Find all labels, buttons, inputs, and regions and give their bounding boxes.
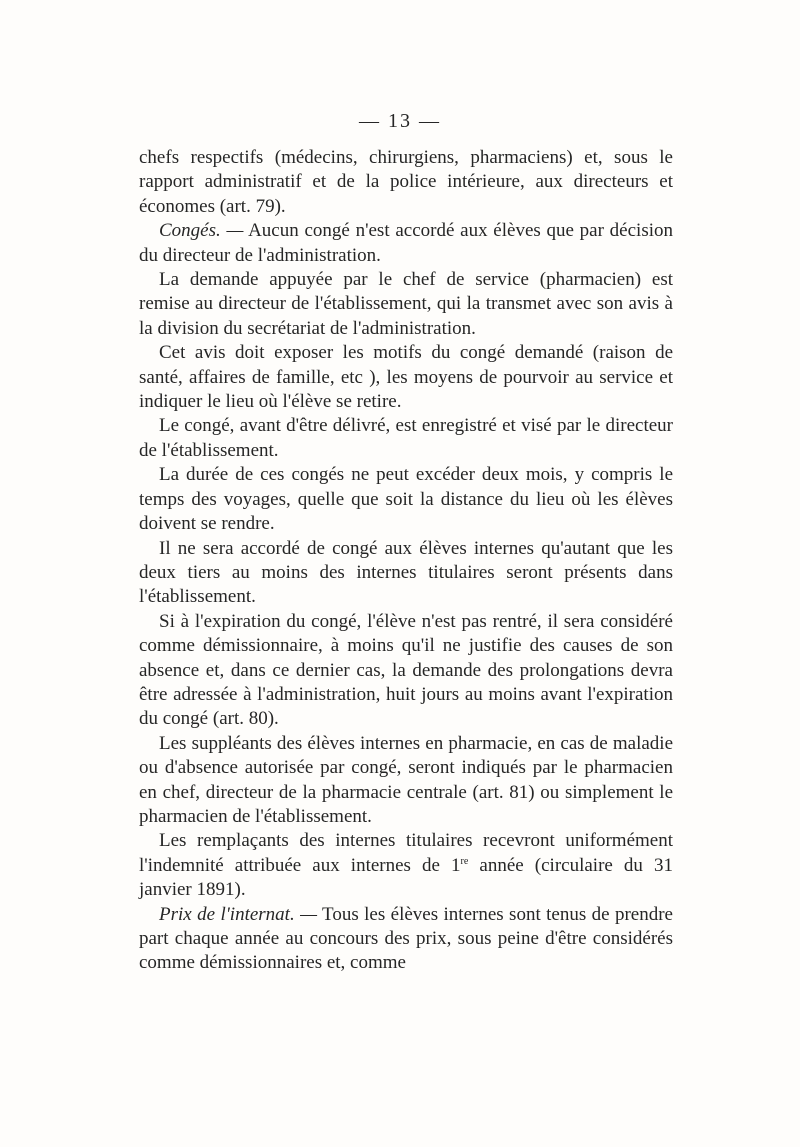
paragraph-prix xyxy=(139,903,673,976)
paragraph-text-after: année (circulaire du 31 janvier 1891). xyxy=(139,854,673,901)
paragraph-expiration xyxy=(139,610,673,732)
paragraph-text: Cet avis doit exposer les motifs du congé demandé (raison de santé, affaires de famille, etc ), les moyens de pourvoir au service et indiquer le lieu où l'élève se retire. xyxy=(139,342,673,413)
paragraph-text: Il ne sera accordé de congé aux élèves internes qu'autant que les deux tiers au moins des internes titulaires seront présents dans l'établissement. xyxy=(139,537,673,608)
paragraph-internes xyxy=(139,537,673,610)
paragraph-text: Si à l'expiration du congé, l'élève n'est pas rentré, il sera considéré comme démissionnaire, à moins qu'il ne justifie des causes de son absence et, dans ce dernier cas, la demande des prolongations devra être adressée à l'administration, huit jours au moins avant l'expiration du congé (art. 80). xyxy=(139,610,673,730)
page-number: — 13 — xyxy=(359,110,441,132)
paragraph-enregistrement xyxy=(139,414,673,463)
section-lead-conges: Congés. — xyxy=(159,220,244,242)
paragraph-suppleants xyxy=(139,732,673,830)
section-lead-prix: Prix de l'internat. — xyxy=(159,903,317,925)
paragraph-remplacants xyxy=(139,829,673,902)
paragraph-conges xyxy=(139,219,673,268)
paragraph-text: Les suppléants des élèves internes en pharmacie, en cas de maladie ou d'absence autorisée par congé, seront indiqués par le pharmacien en chef, directeur de la pharmacie centrale (art. 81) ou simplement le pharmacien de l'établissement. xyxy=(139,732,673,827)
paragraph-text: chefs respectifs (médecins, chirurgiens, pharmaciens) et, sous le rapport administratif et de la police intérieure, aux directeurs et économes (art. 79). xyxy=(139,147,673,217)
body-text xyxy=(139,146,673,976)
ordinal-superscript: re xyxy=(460,855,469,867)
paragraph-duree xyxy=(139,463,673,536)
paragraph-text: Les remplaçants des internes titulaires recevront uniformément l'indemnité attribuée aux internes de 1 xyxy=(139,830,673,876)
paragraph-text: La demande appuyée par le chef de service (pharmacien) est remise au directeur de l'établissement, qui la transmet avec son avis à la division du secrétariat de l'administration. xyxy=(139,269,673,339)
paragraph-continuation xyxy=(139,146,673,219)
paragraph-demande xyxy=(139,268,673,341)
paragraph-text: Aucun congé n'est accordé aux élèves que par décision du directeur de l'administration. xyxy=(139,220,673,266)
paragraph-avis xyxy=(139,341,673,414)
paragraph-text: Le congé, avant d'être délivré, est enregistré et visé par le directeur de l'établissement. xyxy=(139,415,673,461)
paragraph-text: La durée de ces congés ne peut excéder deux mois, y compris le temps des voyages, quelle que soit la distance du lieu où les élèves doivent se rendre. xyxy=(139,464,673,535)
paragraph-text: Tous les élèves internes sont tenus de prendre part chaque année au concours des prix, sous peine d'être considérés comme démissionnaires et, comme xyxy=(139,903,673,974)
